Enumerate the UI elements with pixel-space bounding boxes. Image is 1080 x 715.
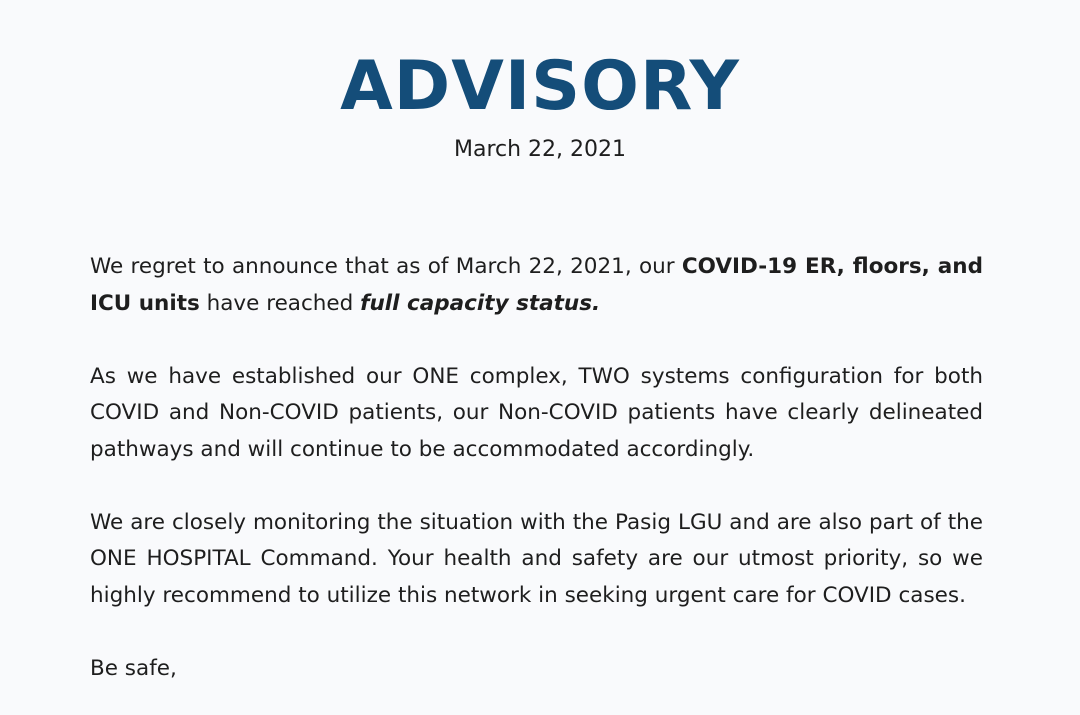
paragraph-monitoring: We are closely monitoring the situation with the Pasig LGU and are also part of the ONE HOSPITAL Command. Your health and safety are our utmost priority, so we highly recommend to utilize this network in seeking urgent care for COVID cases.: [90, 509, 983, 608]
advisory-title: ADVISORY: [340, 47, 740, 126]
affected-units: COVID-19 ER, floors, and ICU units: [90, 254, 983, 316]
advisory-date: March 22, 2021: [453, 137, 627, 162]
closing-line: Be safe,: [90, 655, 177, 681]
paragraph-capacity-intro: We regret to announce that as of March 22, 2021, our: [90, 254, 682, 279]
paragraph-capacity: [90, 249, 983, 322]
capacity-status: full capacity status.: [360, 290, 601, 316]
paragraph-capacity-middle: have reached: [199, 290, 361, 316]
paragraph-configuration: As we have established our ONE complex, TWO systems configuration for both COVID and Non-COVID patients, our Non-COVID patients have clearly delineated pathways and will continue to be accommodated accordingly.: [90, 363, 983, 462]
advisory-body: [90, 249, 983, 715]
